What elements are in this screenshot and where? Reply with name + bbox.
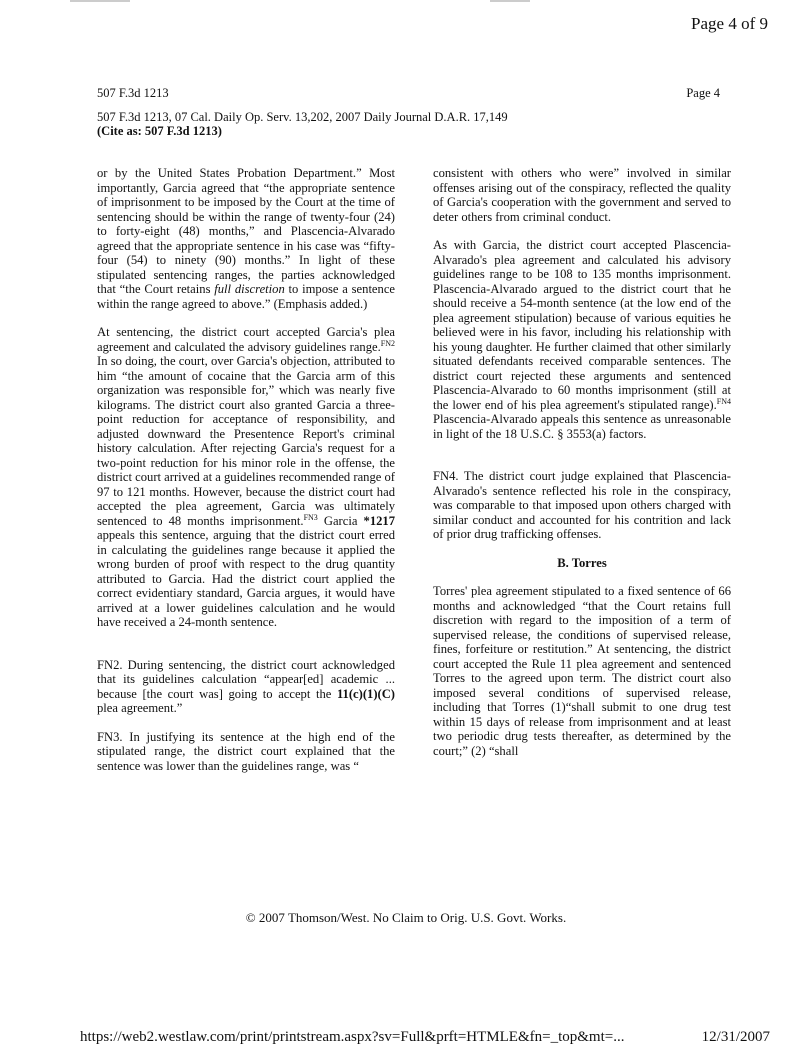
top-scan-mark	[70, 0, 130, 2]
paragraph: Torres' plea agreement stipulated to a fixed sentence of 66 months and acknowledged “that the Court retains full discretion with regard to the imposition of a term of supervised release, the conditions of supervised release, fines, forfeiture or restitution.” At sentencing, the district court accepted the Rule 11 plea agreement and sentenced Torres to the agreed upon term. The district court also imposed several conditions of supervised release, including that Torres (1)“shall submit to one drug test within 15 days of release from imprisonment and at least two periodic drug tests thereafter, as determined by the court;” (2) “shall	[433, 584, 731, 758]
top-scan-mark	[490, 0, 530, 2]
footnote-ref-fn2[interactable]: FN2	[380, 338, 395, 348]
footnote-fn4: FN4. The district court judge explained that Plascencia-Alvarado's sentence reflected his role in the conspiracy, was comparable to that imposed upon others charged with similar conduct and accounted for his contrition and lack of prior drug trafficking offenses.	[433, 469, 731, 541]
page-label: Page 4	[686, 86, 720, 100]
section-heading: B. Torres	[557, 555, 607, 570]
citation-full: 507 F.3d 1213, 07 Cal. Daily Op. Serv. 13,202, 2007 Daily Journal D.A.R. 17,149	[97, 110, 508, 124]
footnote-fn2: FN2. During sentencing, the district court acknowledged that its guidelines calculation “appear[ed] academic ... because [the court was] going to accept the 11(c)(1)(C) plea agreement.”	[97, 657, 395, 715]
page-count: Page 4 of 9	[691, 14, 768, 33]
cite-as: (Cite as: 507 F.3d 1213)	[97, 124, 222, 138]
right-column	[433, 166, 731, 758]
star-page: *1217	[363, 513, 395, 528]
paragraph: As with Garcia, the district court accepted Plascencia-Alvarado's plea agreement and calculated his advisory guidelines range to be 108 to 135 months imprisonment. Plascencia-Alvarado argued to the district court that he should receive a 54-month sentence (at the low end of the plea agreement stipulation) because of various equities he believed were in his favor, including his relationship with his young daughter. He further claimed that other similarly situated defendants received comparable sentences. The district court rejected these arguments and sentenced Plascencia-Alvarado to 60 months imprisonment (still at the lower end of his plea agreement's stipulated range).$^{FN4}$ Plascencia-Alvarado appeals this sentence as unreasonable in light of the 18 U.S.C. § 3553(a) factors.	[433, 238, 731, 441]
print-url: https://web2.westlaw.com/print/printstream.aspx?sv=Full&prft=HTMLE&fn=_top&mt=...	[80, 1029, 625, 1045]
copyright-notice: © 2007 Thomson/West. No Claim to Orig. U.S. Govt. Works.	[245, 910, 567, 925]
footnote-ref-fn4[interactable]: FN4	[716, 396, 731, 406]
paragraph: At sentencing, the district court accepted Garcia's plea agreement and calculated the advisory guidelines range.$^{FN2}$ In so doing, the court, over Garcia's objection, attributed to him “the amount of cocaine that the Garcia arm of this organization was responsible for,” which was nearly five kilograms. The district court also granted Garcia a three-point reduction for acceptance of responsibility, and adjusted downward the Presentence Report's criminal history calculation. After rejecting Garcia's request for a two-point reduction for his minor role in the offense, the district court arrived at a guidelines recommended range of 97 to 121 months. However, because the district court had accepted the plea agreement, Garcia was ultimately sentenced to 48 months imprisonment.$^{FN3}$ Garcia *1217 appeals this sentence, arguing that the district court erred in calculating the guidelines range because it applied the wrong burden of proof with respect to the drug quantity attributed to Garcia. Had the district court applied the correct evidentiary standard, Garcia argues, it would have arrived at a lower guidelines calculation and he would have received a 24-month sentence.	[97, 325, 395, 629]
footnote-fn3: FN3. In justifying its sentence at the high end of the stipulated range, the district court explained that the sentence was lower than the guidelines range, was “	[97, 729, 395, 773]
print-date: 12/31/2007	[701, 1029, 770, 1045]
footnote-fn3-continued: consistent with others who were” involved in similar offenses arising out of the conspiracy, reflected the quality of Garcia's cooperation with the government and served to deter others from criminal conduct.	[433, 166, 731, 224]
left-column	[97, 166, 395, 773]
paragraph: or by the United States Probation Department.” Most importantly, Garcia agreed that “the appropriate sentence of imprisonment to be imposed by the Court at the time of sentencing should be within the range of twenty-four (24) to forty-eight (48) months,” and Plascencia-Alvarado agreed that the appropriate sentence in his case was “fifty-four (54) to ninety (90) months.” In light of these stipulated sentencing ranges, the parties acknowledged that “the Court retains full discretion to impose a sentence within the range agreed to above.” (Emphasis added.)	[97, 166, 396, 311]
footnote-ref-fn3[interactable]: FN3	[303, 512, 318, 522]
citation-short: 507 F.3d 1213	[97, 86, 169, 100]
